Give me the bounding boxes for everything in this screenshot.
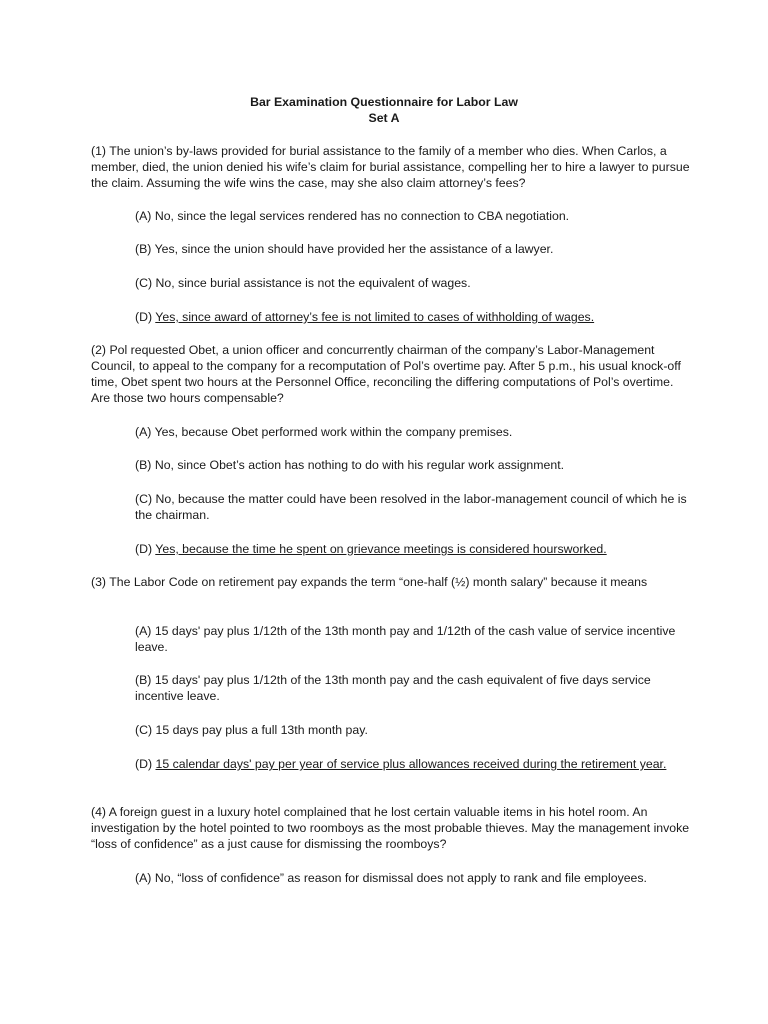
question-3-option-d: [135, 756, 695, 772]
option-key: (A): [135, 425, 152, 439]
option-key: (C): [135, 723, 153, 737]
question-3-option-c: [135, 722, 695, 738]
question-1-option-b: [135, 241, 695, 257]
option-key: (A): [135, 209, 152, 223]
option-text: Yes, since the union should have provided her the assistance of a lawyer.: [154, 242, 554, 256]
question-2-option-b: [135, 457, 695, 473]
option-key: (B): [135, 242, 152, 256]
option-key: (D): [135, 757, 153, 771]
question-1-stem: (1) The union’s by-laws provided for burial assistance to the family of a member who dies. When Carlos, a member, died, the union denied his wife’s claim for burial assistance, compelling her to hire a lawyer to pursue the claim. Assuming the wife wins the case, may she also claim attorney’s fees?: [91, 144, 690, 190]
option-key: (A): [135, 624, 152, 638]
option-key: (D): [135, 310, 153, 324]
question-1-option-d: [135, 309, 695, 325]
question-4-stem: (4) A foreign guest in a luxury hotel complained that he lost certain valuable items in his hotel room. An investigation by the hotel pointed to two roomboys as the most probable thieves. May the management invoke “loss of confidence” as a just cause for dismissing the roomboys?: [91, 805, 690, 851]
question-2-option-c: [135, 491, 695, 523]
option-text-answer: Yes, since award of attorney’s fee is not limited to cases of withholding of wages.: [155, 310, 595, 324]
option-text: 15 days' pay plus 1/12th of the 13th month pay and 1/12th of the cash value of service incentive leave.: [135, 624, 676, 654]
option-key: (B): [135, 458, 152, 472]
option-key: (B): [135, 673, 152, 687]
question-3-stem: (3) The Labor Code on retirement pay expands the term “one-half (½) month salary” because it means: [91, 575, 648, 589]
option-text: 15 days pay plus a full 13th month pay.: [155, 723, 368, 737]
option-text: 15 days' pay plus 1/12th of the 13th month pay and the cash equivalent of five days service incentive leave.: [135, 673, 651, 703]
option-text: No, because the matter could have been resolved in the labor-management council of which he is the chairman.: [135, 492, 687, 522]
document-subtitle: Set A: [368, 111, 400, 125]
question-3-option-a: [135, 623, 695, 655]
question-2-option-d: [135, 541, 695, 557]
option-text: No, “loss of confidence” as reason for dismissal does not apply to rank and file employees.: [154, 871, 647, 885]
option-key: (D): [135, 542, 153, 556]
option-text-answer: 15 calendar days' pay per year of service plus allowances received during the retirement year.: [155, 757, 667, 771]
question-1-option-a: [135, 208, 695, 224]
document-title: Bar Examination Questionnaire for Labor Law: [250, 95, 518, 109]
option-text: No, since burial assistance is not the equivalent of wages.: [155, 276, 471, 290]
option-text: Yes, because Obet performed work within the company premises.: [154, 425, 513, 439]
option-text: No, since Obet’s action has nothing to do with his regular work assignment.: [154, 458, 565, 472]
option-text: No, since the legal services rendered has no connection to CBA negotiation.: [154, 209, 570, 223]
question-2-option-a: [135, 424, 695, 440]
option-text-answer: Yes, because the time he spent on grievance meetings is considered hoursworked.: [155, 542, 607, 556]
option-key: (C): [135, 492, 153, 506]
question-3-option-b: [135, 672, 695, 704]
question-1-option-c: [135, 275, 695, 291]
question-2-stem: (2) Pol requested Obet, a union officer and concurrently chairman of the company’s Labor-Management Council, to appeal to the company for a recomputation of Pol’s overtime pay. After 5 p.m., his usual knock-off time, Obet spent two hours at the Personnel Office, reconciling the differing computations of Pol’s overtime. Are those two hours compensable?: [91, 343, 681, 405]
question-4-option-a: [135, 870, 695, 886]
option-key: (C): [135, 276, 153, 290]
option-key: (A): [135, 871, 152, 885]
